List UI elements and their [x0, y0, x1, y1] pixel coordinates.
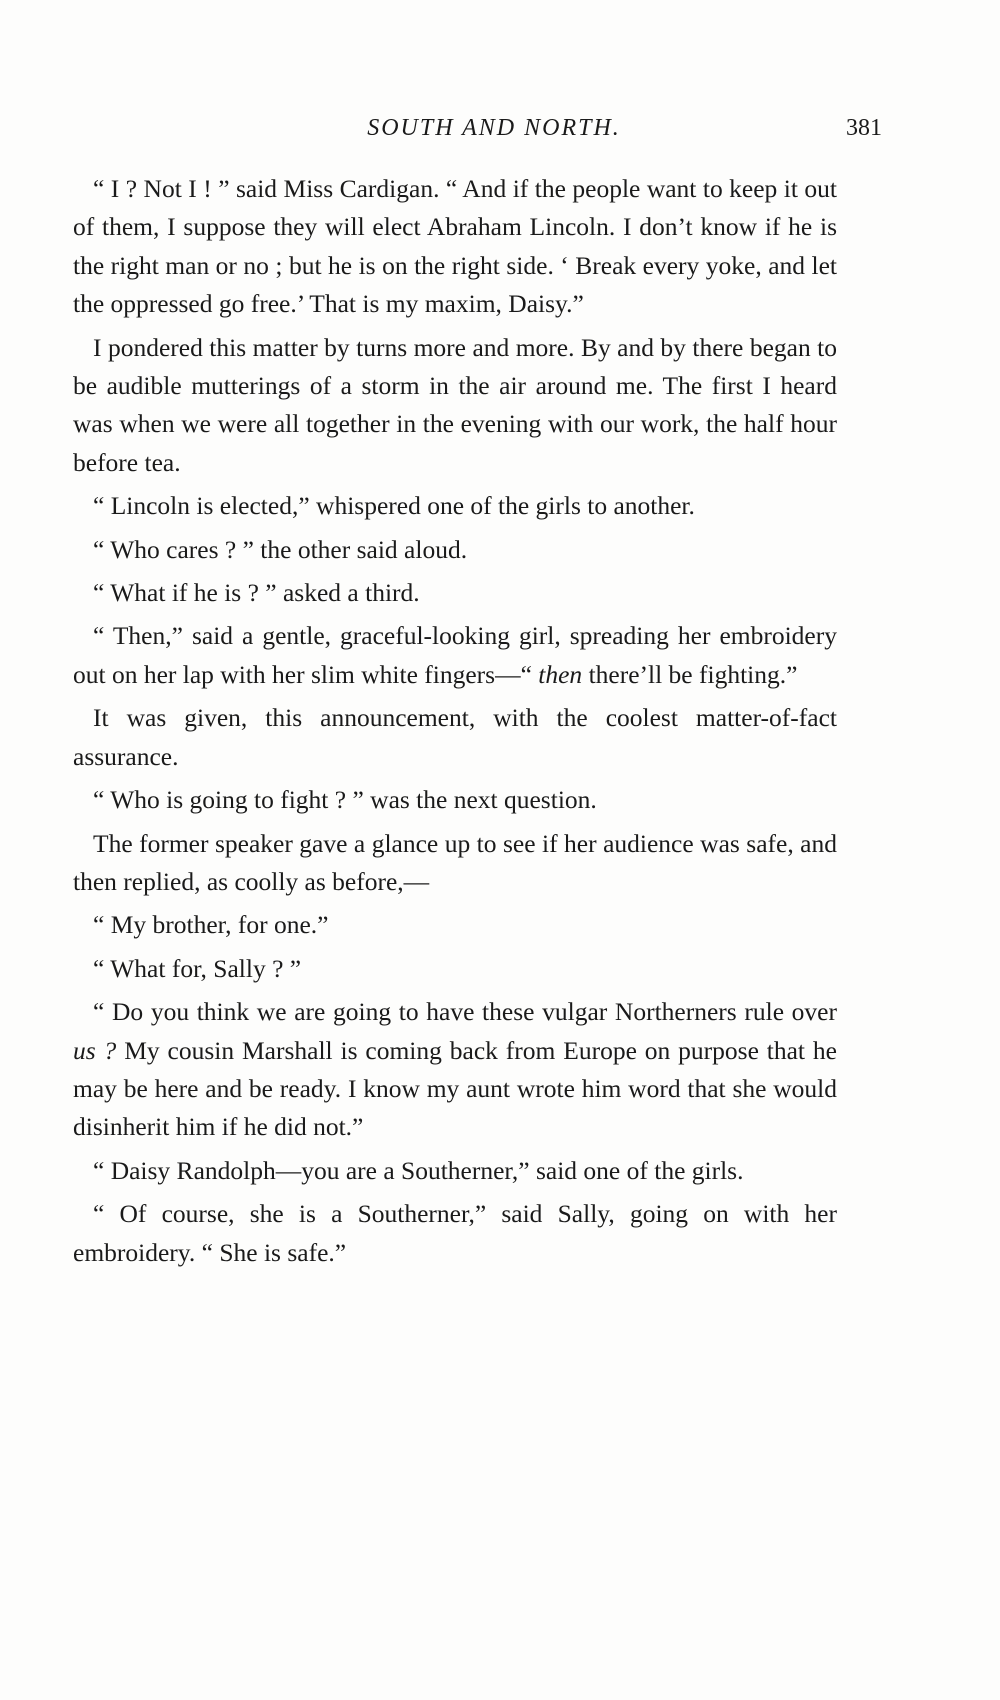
- paragraph: “ I ? Not I ! ” said Miss Cardigan. “ And if the people want to keep it out of them, I suppose they will elect Abraham Lincoln. I don’t know if he is the right man or no ; but he is on the right side. ‘ Break every yoke, and let the oppressed go free.’ That is my maxim, Daisy.”: [73, 174, 837, 319]
- paragraph: “ Who is going to fight ? ” was the next question.: [93, 785, 597, 815]
- paragraph-text: “ Then,” said a gentle, graceful-looking girl, spreading her embroidery out on her lap with her slim white fingers—“: [73, 621, 837, 689]
- paragraph: “ What for, Sally ? ”: [93, 953, 302, 983]
- paragraph: “ Daisy Randolph—you are a Southerner,” said one of the girls.: [93, 1155, 744, 1185]
- paragraph: [73, 993, 837, 1147]
- paragraph: “ Of course, she is a Southerner,” said Sally, going on with her embroidery. “ She is safe.”: [73, 1199, 837, 1267]
- paragraph: “ What if he is ? ” asked a third.: [93, 578, 420, 608]
- paragraph: “ My brother, for one.”: [93, 910, 329, 940]
- paragraph-text: there’ll be fighting.”: [582, 659, 798, 689]
- page-number: 381: [846, 115, 882, 141]
- running-title: SOUTH AND NORTH.: [367, 115, 621, 141]
- emphasis-text: us ?: [73, 1035, 117, 1065]
- paragraph-text: My cousin Marshall is coming back from Europe on purpose that he may be here and be ready. I know my aunt wrote him word that she would disinherit him if he did not.”: [73, 1035, 837, 1142]
- paragraph: “ Lincoln is elected,” whispered one of the girls to another.: [93, 491, 695, 521]
- paragraph: [73, 617, 837, 694]
- emphasis-text: then: [538, 659, 583, 689]
- paragraph-text: “ Do you think we are going to have these vulgar Northerners rule over: [93, 997, 837, 1027]
- paragraph: I pondered this matter by turns more and more. By and by there began to be audible mutterings of a storm in the air around me. The first I heard was when we were all together in the evening with our work, the half hour before tea.: [73, 332, 837, 477]
- paragraph: It was given, this announcement, with the coolest matter-of-fact assurance.: [73, 703, 837, 771]
- paragraph: The former speaker gave a glance up to see if her audience was safe, and then replied, as coolly as before,—: [73, 828, 837, 896]
- running-head: [0, 108, 1000, 148]
- paragraph: “ Who cares ? ” the other said aloud.: [93, 534, 468, 564]
- body-text: [73, 170, 837, 1277]
